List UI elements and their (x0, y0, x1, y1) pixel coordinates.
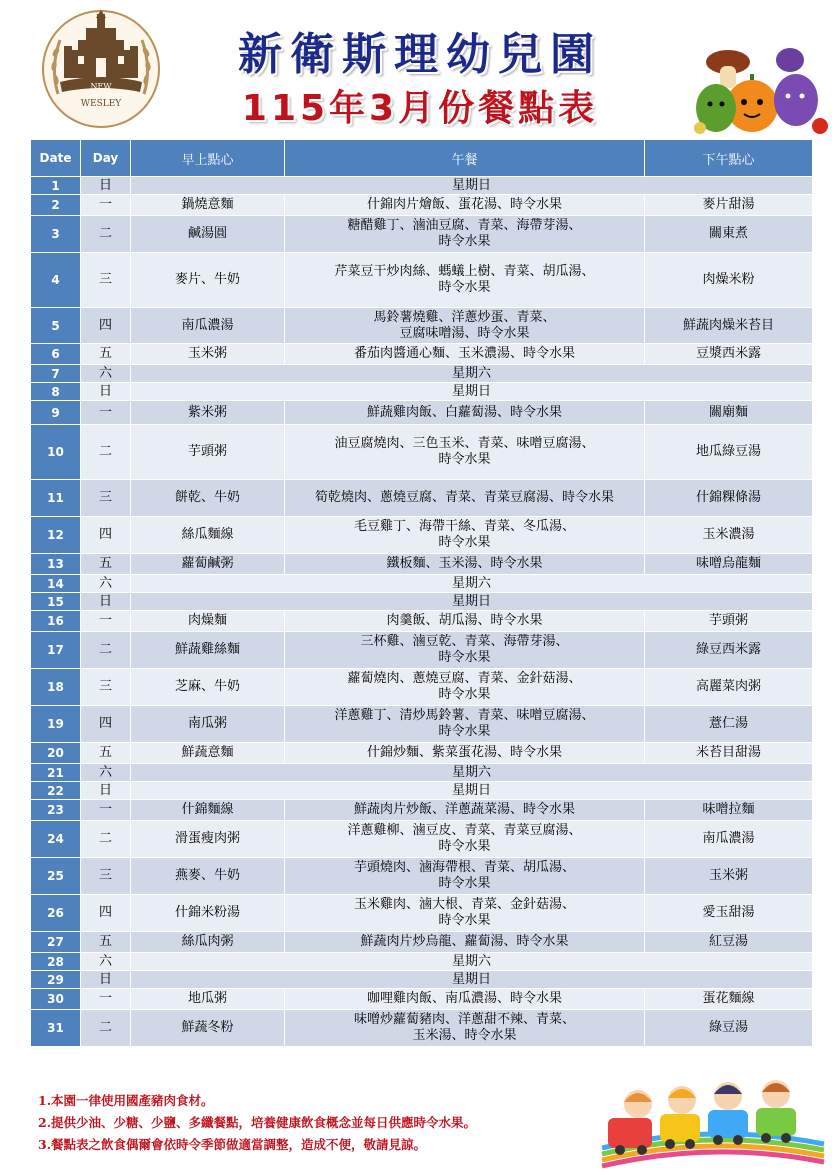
morning-snack-cell: 蘿蔔鹹粥 (131, 554, 285, 575)
afternoon-snack-cell: 愛玉甜湯 (645, 895, 813, 932)
lunch-line: 肉羹飯、胡瓜湯、時令水果 (386, 613, 543, 628)
holiday-cell: 星期日 (131, 593, 813, 611)
lunch-line: 筍乾燒肉、蔥燒豆腐、青菜、青菜豆腐湯、時令水果 (314, 490, 614, 505)
note-item: 2.提供少油、少糖、少鹽、多纖餐點，培養健康飲食概念並每日供應時令水果。 (38, 1115, 477, 1130)
table-row (31, 177, 813, 195)
afternoon-snack-cell: 玉米粥 (645, 858, 813, 895)
day-cell: 四 (81, 706, 131, 743)
lunch-line: 時令水果 (438, 724, 491, 739)
table-row (31, 425, 813, 480)
lunch-line: 鮮蔬肉片炒烏龍、蘿蔔湯、時令水果 (360, 934, 569, 949)
afternoon-snack-cell: 紅豆湯 (645, 932, 813, 953)
day-cell: 二 (81, 632, 131, 669)
table-row (31, 743, 813, 764)
lunch-line: 時令水果 (438, 452, 491, 467)
afternoon-snack-cell: 綠豆西米露 (645, 632, 813, 669)
holiday-cell: 星期六 (131, 365, 813, 383)
lunch-line: 鮮蔬肉片炒飯、洋蔥蔬菜湯、時令水果 (353, 802, 575, 817)
morning-snack-cell: 玉米粥 (131, 344, 285, 365)
date-cell: 6 (31, 344, 81, 365)
lunch-cell (285, 800, 645, 821)
date-cell: 22 (31, 782, 81, 800)
afternoon-snack-cell: 芋頭粥 (645, 611, 813, 632)
day-cell: 二 (81, 425, 131, 480)
lunch-line: 油豆腐燒肉、三色玉米、青菜、味噌豆腐湯、 (334, 436, 595, 451)
table-row (31, 971, 813, 989)
vegetables-illustration (688, 40, 828, 136)
day-cell: 六 (81, 764, 131, 782)
day-cell: 六 (81, 953, 131, 971)
table-row (31, 253, 813, 308)
table-row (31, 401, 813, 425)
lunch-line: 時令水果 (438, 280, 491, 295)
table-row (31, 989, 813, 1010)
day-cell: 三 (81, 858, 131, 895)
lunch-line: 芹菜豆干炒肉絲、螞蟻上樹、青菜、胡瓜湯、 (334, 264, 595, 279)
morning-snack-cell: 滑蛋瘦肉粥 (131, 821, 285, 858)
date-cell: 2 (31, 195, 81, 216)
table-row (31, 782, 813, 800)
afternoon-snack-cell: 關東煮 (645, 216, 813, 253)
day-cell: 五 (81, 344, 131, 365)
morning-snack-cell: 鮮蔬意麵 (131, 743, 285, 764)
morning-snack-cell: 鮮蔬雞絲麵 (131, 632, 285, 669)
svg-text:NEW: NEW (90, 82, 112, 91)
date-cell: 28 (31, 953, 81, 971)
table-row (31, 383, 813, 401)
lunch-line: 芋頭燒肉、滷海帶根、青菜、胡瓜湯、 (353, 860, 575, 875)
table-row (31, 480, 813, 517)
holiday-cell: 星期六 (131, 764, 813, 782)
afternoon-snack-cell: 什錦粿條湯 (645, 480, 813, 517)
page-subtitle: 115年3月份餐點表 (241, 88, 599, 129)
lunch-cell (285, 989, 645, 1010)
lunch-cell (285, 1010, 645, 1047)
afternoon-snack-cell: 高麗菜肉粥 (645, 669, 813, 706)
lunch-cell (285, 195, 645, 216)
date-cell: 31 (31, 1010, 81, 1047)
date-cell: 20 (31, 743, 81, 764)
afternoon-snack-cell: 南瓜濃湯 (645, 821, 813, 858)
page-title: 新衛斯理幼兒園 (238, 29, 602, 80)
lunch-cell (285, 554, 645, 575)
day-cell: 日 (81, 782, 131, 800)
date-cell: 4 (31, 253, 81, 308)
lunch-cell (285, 517, 645, 554)
lunch-line: 番茄肉醬通心麵、玉米濃湯、時令水果 (353, 346, 575, 361)
lunch-line: 鮮蔬雞肉飯、白蘿蔔湯、時令水果 (366, 404, 562, 420)
day-cell: 一 (81, 611, 131, 632)
morning-snack-cell: 什錦麵線 (131, 800, 285, 821)
table-row (31, 517, 813, 554)
lunch-line: 玉米雞肉、滷大根、青菜、金針菇湯、 (353, 897, 575, 912)
table-row (31, 632, 813, 669)
table-row (31, 1010, 813, 1047)
morning-snack-cell: 芝麻、牛奶 (131, 669, 285, 706)
holiday-cell: 星期六 (131, 575, 813, 593)
col-header-afternoon-snack: 下午點心 (645, 140, 813, 177)
lunch-cell (285, 858, 645, 895)
holiday-cell: 星期日 (131, 383, 813, 401)
morning-snack-cell: 餅乾、牛奶 (131, 480, 285, 517)
date-cell: 1 (31, 177, 81, 195)
table-header-row (31, 140, 813, 177)
table-row (31, 195, 813, 216)
lunch-cell (285, 706, 645, 743)
date-cell: 25 (31, 858, 81, 895)
lunch-cell (285, 611, 645, 632)
table-row (31, 593, 813, 611)
date-cell: 30 (31, 989, 81, 1010)
morning-snack-cell: 南瓜濃湯 (131, 308, 285, 344)
date-cell: 9 (31, 401, 81, 425)
morning-snack-cell: 肉燥麵 (131, 611, 285, 632)
school-logo (40, 8, 162, 130)
date-cell: 14 (31, 575, 81, 593)
date-cell: 13 (31, 554, 81, 575)
afternoon-snack-cell: 麥片甜湯 (645, 195, 813, 216)
morning-snack-cell: 紫米粥 (131, 401, 285, 425)
date-cell: 29 (31, 971, 81, 989)
date-cell: 3 (31, 216, 81, 253)
table-row (31, 611, 813, 632)
lunch-cell (285, 895, 645, 932)
table-row (31, 932, 813, 953)
lunch-cell (285, 253, 645, 308)
afternoon-snack-cell: 鮮蔬肉燥米苔目 (645, 308, 813, 344)
lunch-cell (285, 216, 645, 253)
col-header-morning-snack: 早上點心 (131, 140, 285, 177)
svg-text:WESLEY: WESLEY (80, 99, 122, 109)
holiday-cell: 星期日 (131, 971, 813, 989)
day-cell: 六 (81, 365, 131, 383)
date-cell: 23 (31, 800, 81, 821)
lunch-line: 時令水果 (438, 913, 491, 928)
lunch-cell (285, 632, 645, 669)
lunch-line: 馬鈴薯燒雞、洋蔥炒蛋、青菜、 (373, 309, 556, 325)
table-row (31, 669, 813, 706)
lunch-line: 豆腐味噌湯、時令水果 (399, 325, 530, 341)
day-cell: 一 (81, 195, 131, 216)
date-cell: 15 (31, 593, 81, 611)
lunch-cell (285, 344, 645, 365)
date-cell: 12 (31, 517, 81, 554)
day-cell: 日 (81, 971, 131, 989)
day-cell: 三 (81, 480, 131, 517)
morning-snack-cell: 絲瓜麵線 (131, 517, 285, 554)
table-row (31, 858, 813, 895)
date-cell: 16 (31, 611, 81, 632)
table-row (31, 706, 813, 743)
lunch-line: 三杯雞、滷豆乾、青菜、海帶芽湯、 (360, 634, 569, 649)
lunch-line: 玉米湯、時令水果 (412, 1028, 517, 1043)
table-row (31, 800, 813, 821)
col-header-date: Date (31, 140, 81, 177)
lunch-line: 洋蔥雞柳、滷豆皮、青菜、青菜豆腐湯、 (347, 823, 582, 838)
afternoon-snack-cell: 米苔目甜湯 (645, 743, 813, 764)
lunch-line: 時令水果 (438, 687, 491, 702)
note-item: 1.本園一律使用國產豬肉食材。 (38, 1093, 214, 1108)
day-cell: 五 (81, 554, 131, 575)
lunch-line: 時令水果 (438, 839, 491, 854)
afternoon-snack-cell: 薏仁湯 (645, 706, 813, 743)
date-cell: 24 (31, 821, 81, 858)
day-cell: 二 (81, 821, 131, 858)
morning-snack-cell: 鹹湯圓 (131, 216, 285, 253)
afternoon-snack-cell: 味噌拉麵 (645, 800, 813, 821)
meal-table (30, 139, 813, 1047)
holiday-cell: 星期六 (131, 953, 813, 971)
date-cell: 5 (31, 308, 81, 344)
morning-snack-cell: 燕麥、牛奶 (131, 858, 285, 895)
lunch-cell (285, 821, 645, 858)
morning-snack-cell: 什錦米粉湯 (131, 895, 285, 932)
day-cell: 二 (81, 1010, 131, 1047)
afternoon-snack-cell: 綠豆湯 (645, 1010, 813, 1047)
lunch-cell (285, 932, 645, 953)
day-cell: 五 (81, 932, 131, 953)
lunch-cell (285, 480, 645, 517)
table-row (31, 764, 813, 782)
date-cell: 18 (31, 669, 81, 706)
day-cell: 二 (81, 216, 131, 253)
date-cell: 17 (31, 632, 81, 669)
day-cell: 一 (81, 989, 131, 1010)
day-cell: 四 (81, 308, 131, 344)
afternoon-snack-cell: 味噌烏龍麵 (645, 554, 813, 575)
day-cell: 四 (81, 517, 131, 554)
day-cell: 三 (81, 669, 131, 706)
lunch-cell (285, 669, 645, 706)
day-cell: 日 (81, 593, 131, 611)
day-cell: 一 (81, 800, 131, 821)
table-row (31, 554, 813, 575)
day-cell: 六 (81, 575, 131, 593)
morning-snack-cell: 地瓜粥 (131, 989, 285, 1010)
table-row (31, 344, 813, 365)
holiday-cell: 星期日 (131, 782, 813, 800)
lunch-line: 蘿蔔燒肉、蔥燒豆腐、青菜、金針菇湯、 (347, 671, 582, 686)
table-row (31, 575, 813, 593)
notes (38, 1090, 638, 1156)
table-row (31, 895, 813, 932)
col-header-lunch: 午餐 (285, 140, 645, 177)
holiday-cell: 星期日 (131, 177, 813, 195)
date-cell: 7 (31, 365, 81, 383)
date-cell: 19 (31, 706, 81, 743)
morning-snack-cell: 南瓜粥 (131, 706, 285, 743)
kids-train-illustration (598, 1078, 828, 1170)
afternoon-snack-cell: 地瓜綠豆湯 (645, 425, 813, 480)
day-cell: 五 (81, 743, 131, 764)
col-header-day: Day (81, 140, 131, 177)
date-cell: 11 (31, 480, 81, 517)
table-row (31, 821, 813, 858)
lunch-cell (285, 425, 645, 480)
date-cell: 21 (31, 764, 81, 782)
lunch-line: 時令水果 (438, 535, 491, 550)
day-cell: 三 (81, 253, 131, 308)
lunch-cell (285, 401, 645, 425)
morning-snack-cell: 芋頭粥 (131, 425, 285, 480)
date-cell: 10 (31, 425, 81, 480)
lunch-line: 洋蔥雞丁、清炒馬鈴薯、青菜、味噌豆腐湯、 (334, 708, 595, 723)
day-cell: 日 (81, 383, 131, 401)
morning-snack-cell: 麥片、牛奶 (131, 253, 285, 308)
table-row (31, 308, 813, 344)
date-cell: 26 (31, 895, 81, 932)
table-row (31, 953, 813, 971)
lunch-line: 糖醋雞丁、滷油豆腐、青菜、海帶芽湯、 (347, 218, 582, 233)
table-row (31, 365, 813, 383)
lunch-line: 毛豆雞丁、海帶干絲、青菜、冬瓜湯、 (353, 519, 575, 534)
table-row (31, 216, 813, 253)
lunch-line: 時令水果 (438, 650, 491, 665)
lunch-line: 時令水果 (438, 876, 491, 891)
lunch-line: 味噌炒蘿蔔豬肉、洋蔥甜不辣、青菜、 (353, 1012, 575, 1027)
lunch-cell (285, 308, 645, 344)
lunch-line: 什錦肉片燴飯、蛋花湯、時令水果 (366, 197, 562, 212)
lunch-line: 時令水果 (438, 234, 491, 249)
afternoon-snack-cell: 肉燥米粉 (645, 253, 813, 308)
date-cell: 8 (31, 383, 81, 401)
date-cell: 27 (31, 932, 81, 953)
afternoon-snack-cell: 玉米濃湯 (645, 517, 813, 554)
day-cell: 一 (81, 401, 131, 425)
morning-snack-cell: 鍋燒意麵 (131, 195, 285, 216)
lunch-cell (285, 743, 645, 764)
morning-snack-cell: 鮮蔬冬粉 (131, 1010, 285, 1047)
morning-snack-cell: 絲瓜肉粥 (131, 932, 285, 953)
afternoon-snack-cell: 蛋花麵線 (645, 989, 813, 1010)
note-item: 3.餐點表之飲食偶爾會依時令季節做適當調整，造成不便，敬請見諒。 (38, 1137, 427, 1152)
day-cell: 日 (81, 177, 131, 195)
day-cell: 四 (81, 895, 131, 932)
afternoon-snack-cell: 豆漿西米露 (645, 344, 813, 365)
lunch-line: 鐵板麵、玉米湯、時令水果 (386, 556, 543, 571)
afternoon-snack-cell: 關廟麵 (645, 401, 813, 425)
lunch-line: 什錦炒麵、紫菜蛋花湯、時令水果 (366, 745, 562, 760)
lunch-line: 咖哩雞肉飯、南瓜濃湯、時令水果 (366, 991, 562, 1006)
